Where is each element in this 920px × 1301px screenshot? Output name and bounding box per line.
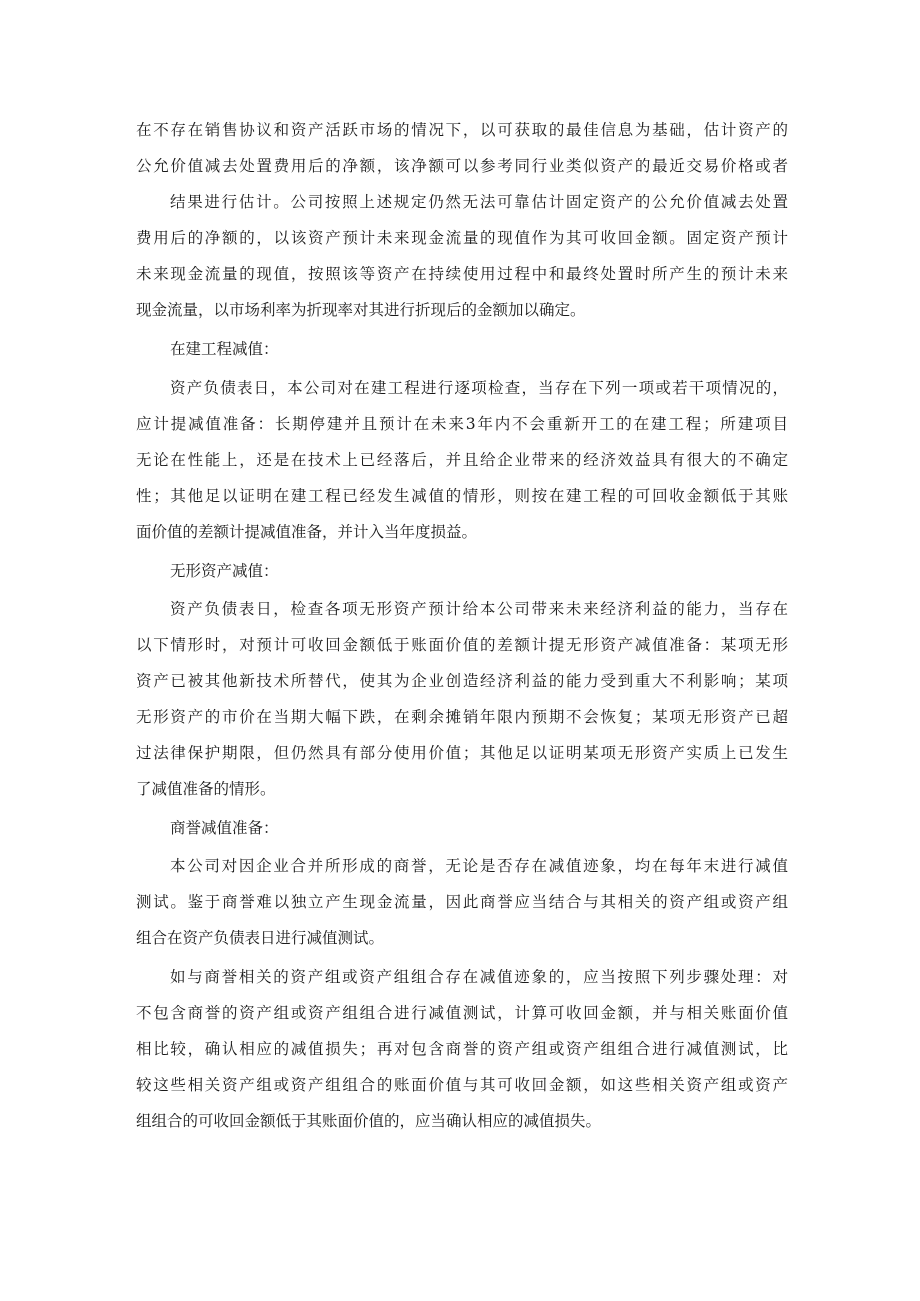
paragraph-line: 资产负债表日，本公司对在建工程进行逐项检查，当存在下列一项或若干项情况的， xyxy=(170,379,788,397)
paragraph-line: 组组合的可收回金额低于其账面价值的，应当确认相应的减值损失。 xyxy=(136,1112,602,1130)
paragraph-line: 未来现金流量的现值，按照该等资产在持续使用过程中和最终处置时所产生的预计未来 xyxy=(136,265,788,283)
paragraph-line: 资产负债表日，检查各项无形资产预计给本公司带来未来经济利益的能力，当存在 xyxy=(170,600,788,618)
paragraph-line: 较这些相关资产组或资产组组合的账面价值与其可收回金额，如这些相关资产组或资产 xyxy=(136,1076,788,1094)
paragraph-line: 费用后的净额的，以该资产预计未来现金流量的现值作为其可收回金额。固定资产预计 xyxy=(136,229,788,247)
section-heading-goodwill: 商誉减值准备： xyxy=(170,819,279,837)
paragraph-line: 本公司对因企业合并所形成的商誉，无论是否存在减值迹象，均在每年末进行减值 xyxy=(170,857,788,875)
paragraph-line: 结果进行估计。公司按照上述规定仍然无法可靠估计固定资产的公允价值减去处置 xyxy=(170,193,788,211)
paragraph-line: 面价值的差额计提减值准备，并计入当年度损益。 xyxy=(136,523,478,541)
paragraph-line: 现金流量，以市场利率为折现率对其进行折现后的金额加以确定。 xyxy=(136,301,586,319)
paragraph-line: 相比较，确认相应的减值损失；再对包含商誉的资产组或资产组组合进行减值测试，比 xyxy=(136,1040,788,1058)
section-heading-intangible: 无形资产减值： xyxy=(170,562,279,580)
paragraph-line: 了减值准备的情形。 xyxy=(136,780,276,798)
paragraph-line: 性；其他足以证明在建工程已经发生减值的情形，则按在建工程的可回收金额低于其账 xyxy=(136,487,788,505)
paragraph-line: 在不存在销售协议和资产活跃市场的情况下，以可获取的最佳信息为基础，估计资产的 xyxy=(136,121,788,139)
paragraph-line: 应计提减值准备：长期停建并且预计在未来3年内不会重新开工的在建工程；所建项目 xyxy=(136,415,788,433)
paragraph-line: 不包含商誉的资产组或资产组组合进行减值测试，计算可收回金额，并与相关账面价值 xyxy=(136,1004,788,1022)
section-heading-construction: 在建工程减值： xyxy=(170,340,279,358)
paragraph-line: 过法律保护期限，但仍然具有部分使用价值；其他足以证明某项无形资产实质上已发生 xyxy=(136,744,788,762)
paragraph-line: 资产已被其他新技术所替代，使其为企业创造经济利益的能力受到重大不利影响；某项 xyxy=(136,672,788,690)
paragraph-line: 测试。鉴于商誉难以独立产生现金流量，因此商誉应当结合与其相关的资产组或资产组 xyxy=(136,893,788,911)
paragraph-line: 公允价值减去处置费用后的净额，该净额可以参考同行业类似资产的最近交易价格或者 xyxy=(136,157,788,175)
paragraph-line: 以下情形时，对预计可收回金额低于账面价值的差额计提无形资产减值准备：某项无形 xyxy=(136,636,788,654)
paragraph-line: 组合在资产负债表日进行减值测试。 xyxy=(136,929,385,947)
paragraph-line: 如与商誉相关的资产组或资产组组合存在减值迹象的，应当按照下列步骤处理：对 xyxy=(170,968,788,986)
paragraph-line: 无形资产的市价在当期大幅下跌，在剩余摊销年限内预期不会恢复；某项无形资产已超 xyxy=(136,708,788,726)
paragraph-line: 无论在性能上，还是在技术上已经落后，并且给企业带来的经济效益具有很大的不确定 xyxy=(136,451,788,469)
